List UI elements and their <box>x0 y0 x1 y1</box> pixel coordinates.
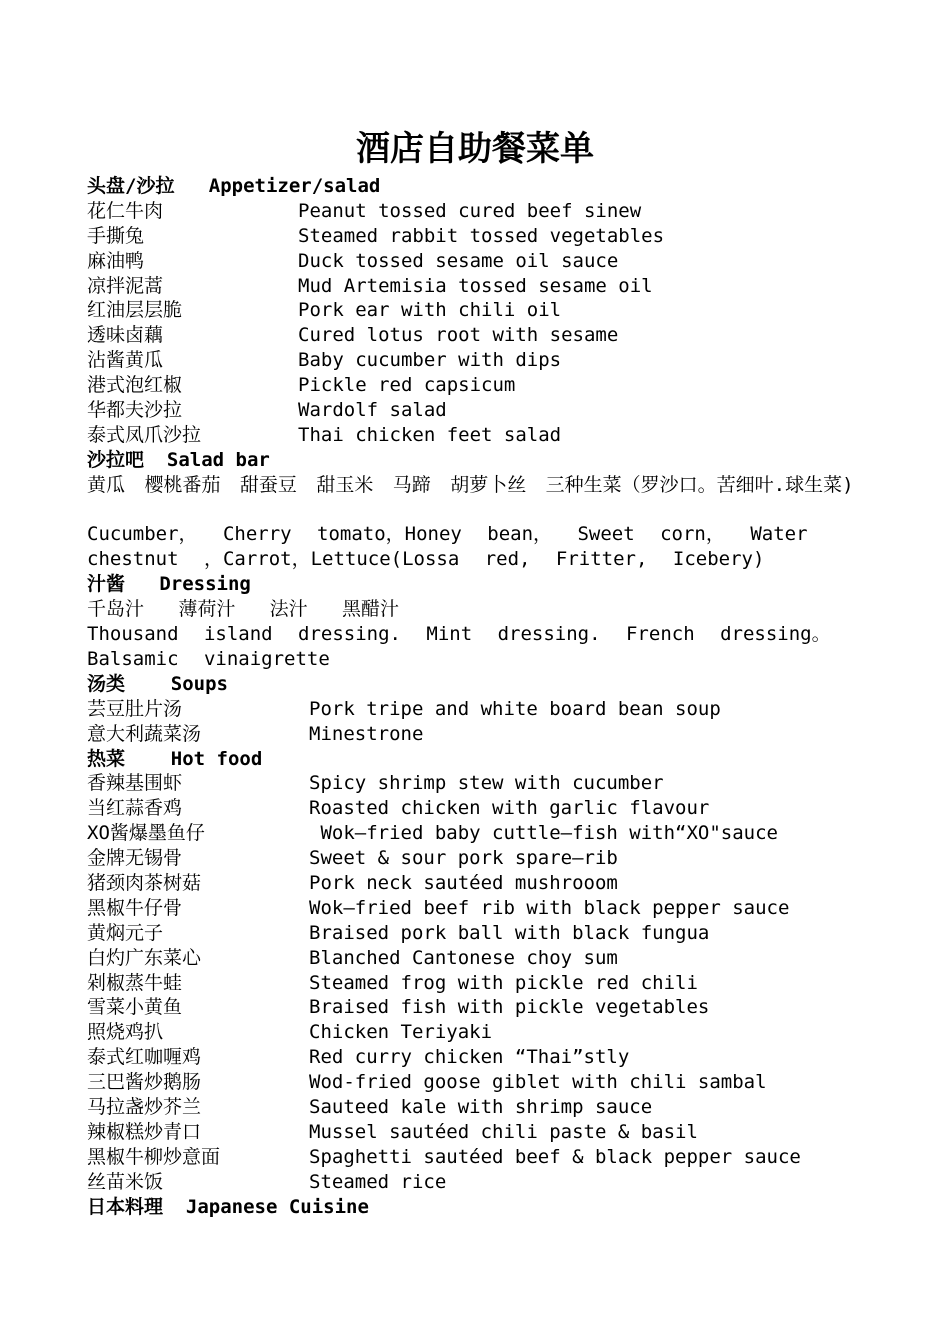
menu-item <box>87 1070 877 1095</box>
menu-item-english-name: Pickle red capsicum <box>298 374 516 397</box>
dressing-english-text: Thousand island dressing. Mint dressing. French dressing。 Balsamic vinaigrette <box>87 623 831 670</box>
menu-item-english-name: Duck tossed sesame oil sauce <box>298 249 619 272</box>
menu-item-chinese-name: 雪菜小黄鱼 <box>87 996 183 1019</box>
menu-item-english-name: Chicken Teriyaki <box>309 1021 493 1044</box>
menu-item <box>87 1045 877 1070</box>
menu-item <box>87 871 877 896</box>
menu-item <box>87 1020 877 1045</box>
menu-item-chinese-name: 猪颈肉茶树菇 <box>87 871 202 894</box>
menu-item-english-name: Red curry chicken “Thai”stly <box>309 1046 630 1069</box>
menu-item-english-name: Peanut tossed cured beef sinew <box>298 199 642 222</box>
menu-item-chinese-name: XO酱爆墨鱼仔 <box>87 822 205 845</box>
menu-item-chinese-name: 透味卤藕 <box>87 324 164 347</box>
menu-item <box>87 722 877 747</box>
menu-item-chinese-name: 马拉盏炒芥兰 <box>87 1096 202 1118</box>
menu-item-chinese-name: 沾酱黄瓜 <box>87 349 164 372</box>
menu-item-english-name: Pork neck sautéed mushrooom <box>309 871 618 894</box>
menu-item <box>87 821 877 846</box>
menu-item <box>87 1145 877 1170</box>
menu-item-english-name: Sauteed kale with shrimp sauce <box>309 1096 653 1118</box>
menu-item-chinese-name: 香辣基围虾 <box>87 772 183 795</box>
section-heading-appetizer: 头盘/沙拉 Appetizer/salad <box>87 175 381 197</box>
menu-item-english-name: Cured lotus root with sesame <box>298 324 619 347</box>
menu-item <box>87 921 877 946</box>
menu-item-english-name: Blanched Cantonese choy sum <box>309 946 618 969</box>
menu-item-english-name: Spaghetti sautéed beef & black pepper sauce <box>309 1145 801 1168</box>
section-heading-hot-food: 热菜 Hot food <box>87 747 263 770</box>
menu-item-chinese-name: 丝苗米饭 <box>87 1170 164 1193</box>
dressing-chinese-text: 千岛汁 薄荷汁 法汁 黑醋汁 <box>87 598 399 621</box>
menu-item <box>87 1095 877 1120</box>
menu-item-english-name: Braised pork ball with black fungua <box>309 921 710 944</box>
menu-item-english-name: Wok—fried baby cuttle—fish with“XO"sauce <box>309 822 778 845</box>
menu-item <box>87 971 877 996</box>
menu-item-chinese-name: 红油层层脆 <box>87 299 183 322</box>
menu-item-english-name: Mud Artemisia tossed sesame oil <box>298 274 653 297</box>
menu-item <box>87 373 877 398</box>
menu-item-chinese-name: 手撕兔 <box>87 224 145 247</box>
menu-item-english-name: Mussel sautéed chili paste & basil <box>309 1120 698 1143</box>
menu-item-chinese-name: 芸豆肚片汤 <box>87 697 183 720</box>
menu-item <box>87 348 877 373</box>
menu-content <box>87 174 877 1219</box>
menu-item-chinese-name: 凉拌泥蒿 <box>87 274 164 297</box>
menu-item <box>87 796 877 821</box>
salad-bar-chinese-text: 黄瓜 樱桃番茄 甜蚕豆 甜玉米 马蹄 胡萝卜丝 三种生菜（罗沙口。苦细叶.球生菜) <box>87 473 854 496</box>
menu-item-chinese-name: 华都夫沙拉 <box>87 399 183 422</box>
section-heading-dressing: 汁酱 Dressing <box>87 573 251 596</box>
section-heading-soups: 汤类 Soups <box>87 672 228 695</box>
menu-item-english-name: Wardolf salad <box>298 399 447 422</box>
menu-item <box>87 398 877 423</box>
menu-item-chinese-name: 白灼广东菜心 <box>87 946 202 969</box>
menu-item <box>87 1120 877 1145</box>
menu-item-english-name: Pork tripe and white board bean soup <box>309 697 721 720</box>
menu-item-english-name: Steamed rabbit tossed vegetables <box>298 224 665 247</box>
menu-item-chinese-name: 黑椒牛柳炒意面 <box>87 1145 221 1168</box>
menu-item-english-name: Baby cucumber with dips <box>298 349 562 372</box>
menu-item-chinese-name: 黑椒牛仔骨 <box>87 896 183 919</box>
menu-item <box>87 896 877 921</box>
menu-item-chinese-name: 照烧鸡扒 <box>87 1021 164 1044</box>
menu-item-english-name: Braised fish with pickle vegetables <box>309 996 710 1019</box>
menu-item-english-name: Pork ear with chili oil <box>298 299 562 322</box>
salad-bar-english-text: Cucumber， Cherry tomato，Honey bean， Sweet corn， Water chestnut ，Carrot，Lettuce(Lossa red, Fritter, Icebery) <box>87 523 808 571</box>
menu-item <box>87 199 877 224</box>
menu-item <box>87 298 877 323</box>
menu-item-chinese-name: 港式泡红椒 <box>87 374 183 397</box>
section-heading-salad-bar: 沙拉吧 Salad bar <box>87 448 270 471</box>
menu-item-chinese-name: 泰式凤爪沙拉 <box>87 423 202 446</box>
menu-item-chinese-name: 泰式红咖喱鸡 <box>87 1046 202 1069</box>
menu-item-english-name: Thai chicken feet salad <box>298 423 562 446</box>
menu-item-chinese-name: 花仁牛肉 <box>87 199 164 222</box>
section-heading-japanese: 日本料理 Japanese Cuisine <box>87 1195 369 1218</box>
menu-item-chinese-name: 金牌无锡骨 <box>87 847 183 870</box>
menu-item-english-name: Sweet & sour pork spare—rib <box>309 847 618 870</box>
menu-item <box>87 423 877 448</box>
menu-item-english-name: Wod-fried goose giblet with chili sambal <box>309 1071 767 1094</box>
menu-item <box>87 697 877 722</box>
menu-item <box>87 771 877 796</box>
menu-item <box>87 946 877 971</box>
menu-item-english-name: Steamed rice <box>309 1170 447 1193</box>
menu-item <box>87 995 877 1020</box>
menu-item-chinese-name: 剁椒蒸牛蛙 <box>87 971 183 994</box>
menu-item-english-name: Minestrone <box>309 722 424 745</box>
menu-item <box>87 249 877 274</box>
appetizer-list <box>87 199 877 448</box>
menu-item-chinese-name: 三巴酱炒鹅肠 <box>87 1071 202 1094</box>
menu-item-english-name: Steamed frog with pickle red chili <box>309 971 698 994</box>
menu-item <box>87 323 877 348</box>
menu-item <box>87 1170 877 1195</box>
menu-item-english-name: Wok—fried beef rib with black pepper sauce <box>309 896 790 919</box>
menu-item-chinese-name: 辣椒糕炒青口 <box>87 1120 202 1143</box>
hot-food-list <box>87 771 877 1194</box>
soups-list <box>87 697 877 747</box>
menu-item <box>87 224 877 249</box>
menu-item-chinese-name: 黄焖元子 <box>87 921 164 944</box>
page-title: 酒店自助餐菜单 <box>356 129 594 169</box>
menu-item-english-name: Spicy shrimp stew with cucumber <box>309 772 664 795</box>
menu-item-chinese-name: 麻油鸭 <box>87 249 145 272</box>
menu-item-english-name: Roasted chicken with garlic flavour <box>309 797 710 820</box>
menu-item-chinese-name: 意大利蔬菜汤 <box>87 722 202 745</box>
menu-item-chinese-name: 当红蒜香鸡 <box>87 797 183 820</box>
menu-item <box>87 846 877 871</box>
menu-item <box>87 274 877 299</box>
